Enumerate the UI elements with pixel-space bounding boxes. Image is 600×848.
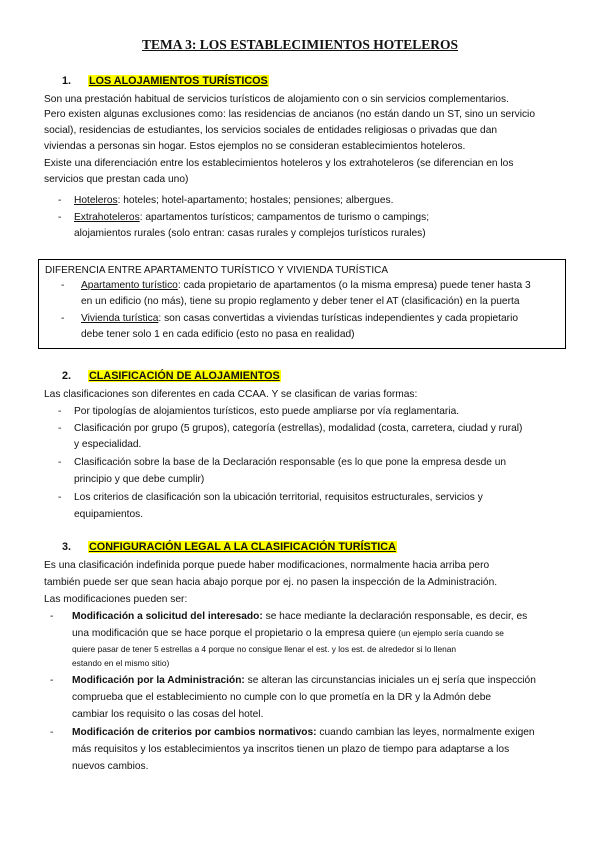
list-text: Clasificación sobre la base de la Declaración responsable (es lo que pone la empresa desde un — [74, 457, 507, 468]
section-2-heading — [62, 370, 281, 384]
s3-list-item-3-cont: más requisitos y los establecimientos ya inscritos tienen un plazo de tiempo para adaptarse a los — [72, 744, 510, 755]
box-text-line: en un edificio (no más), tiene su propio reglamento y deber tener el AT (clasificación) en la puerta — [81, 296, 520, 307]
s3-list-item-2-cont-2: cambiar los requisito o las cosas del hotel. — [72, 709, 264, 720]
s1-paragraph2-line-1: Existe una diferenciación entre los establecimientos hoteleros y los extrahoteleros (se diferencian en los — [44, 158, 514, 169]
bullet-dash: - — [58, 457, 62, 468]
list-text: una modificación que se hace porque el propietario o la empresa quiere — [72, 628, 396, 639]
s3-list-item-1-example-2: estando en el mismo sitio) — [72, 658, 170, 668]
term-extrahoteleros: Extrahoteleros — [74, 212, 140, 223]
list-text: Clasificación por grupo (5 grupos), categoría (estrellas), modalidad (costa, carretera, ciudad y rural) — [74, 423, 523, 434]
bullet-dash: - — [58, 195, 62, 206]
example-text: (un ejemplo sería cuando se — [395, 628, 504, 638]
bullet-dash: - — [61, 313, 65, 324]
s3-list-item-3-cont-2: nuevos cambios. — [72, 761, 149, 772]
s1-paragraph-line-2: Pero existen algunas exclusiones como: las residencias de ancianos (no están dando un ST, sino un servicio — [44, 109, 535, 120]
section-1-heading — [62, 75, 269, 89]
bullet-dash: - — [58, 423, 62, 434]
list-text: Los criterios de clasificación son la ubicación territorial, requisitos estructurales, servicios y — [74, 492, 483, 503]
list-text: : hoteles; hotel-apartamento; hostales; pensiones; albergues. — [117, 195, 394, 206]
bold-term: Modificación a solicitud del interesado: — [72, 611, 263, 622]
section-3-number: 3. — [62, 541, 72, 553]
section-3-title: CONFIGURACIÓN LEGAL A LA CLASIFICACIÓN TURÍSTICA — [89, 541, 396, 553]
section-2-number: 2. — [62, 370, 72, 382]
difference-box — [38, 259, 566, 349]
list-text: : apartamentos turísticos; campamentos de turismo o campings; — [139, 212, 430, 223]
section-2-title: CLASIFICACIÓN DE ALOJAMIENTOS — [89, 370, 280, 382]
s3-paragraph-line-3: Las modificaciones pueden ser: — [44, 594, 188, 605]
s1-paragraph2-line-2: servicios que prestan cada uno) — [44, 174, 189, 185]
bullet-dash: - — [50, 675, 54, 686]
list-text: principio y que debe cumplir) — [74, 474, 205, 485]
bold-term: Modificación por la Administración: — [72, 675, 245, 686]
bold-term: Modificación de criterios por cambios normativos: — [72, 727, 317, 738]
term-vivienda: Vivienda turística — [81, 313, 159, 324]
s2-intro: Las clasificaciones son diferentes en cada CCAA. Y se clasifican de varias formas: — [44, 389, 418, 400]
s1-paragraph-line-4: viviendas a personas sin hogar. Estos ejemplos no se consideran establecimientos hoteleros. — [44, 141, 466, 152]
term-apartamento: Apartamento turístico — [81, 280, 178, 291]
section-1-title: LOS ALOJAMIENTOS TURÍSTICOS — [89, 75, 268, 87]
list-text: equipamientos. — [74, 509, 144, 520]
box-heading: DIFERENCIA ENTRE APARTAMENTO TURÍSTICO Y VIVIENDA TURÍSTICA — [45, 265, 389, 276]
s3-list-item-1-cont — [72, 627, 562, 641]
list-text: Por tipologías de alojamientos turísticos, esto puede ampliarse por vía reglamentaria. — [74, 406, 460, 417]
box-text: : cada propietario de apartamentos (o la misma empresa) puede tener hasta 3 — [177, 280, 531, 291]
s1-paragraph-line-1: Son una prestación habitual de servicios turísticos de alojamiento con o sin servicios complementarios. — [44, 94, 509, 105]
bullet-dash: - — [61, 280, 65, 291]
s1-paragraph-line-3: social), residencias de estudiantes, los servicios sociales de entidades religiosas o privadas que dan — [44, 125, 498, 136]
section-3-heading — [62, 541, 397, 555]
list-text: alojamientos rurales (solo entran: casas rurales y complejos turísticos rurales) — [74, 228, 426, 239]
bullet-dash: - — [58, 406, 62, 417]
bullet-dash: - — [50, 727, 54, 738]
document-title: TEMA 3: LOS ESTABLECIMIENTOS HOTELEROS — [141, 37, 459, 52]
box-text-line: debe tener solo 1 en cada edificio (esto no pasa en realidad) — [81, 329, 355, 340]
s3-list-item-1-example: quiere pasar de tener 5 estrellas a 4 porque no consigue llenar el est. y los est. de alrededor si lo llenan — [72, 644, 457, 654]
bullet-dash: - — [50, 611, 54, 622]
bullet-dash: - — [58, 212, 62, 223]
list-text: cuando cambian las leyes, normalmente exigen — [316, 727, 535, 738]
s3-paragraph-line-1: Es una clasificación indefinida porque puede haber modificaciones, normalmente hacia arriba pero — [44, 560, 490, 571]
bullet-dash: - — [58, 492, 62, 503]
list-text: se alteran las circunstancias iniciales un ej sería que inspección — [244, 675, 536, 686]
s3-list-item-2-cont: comprueba que el establecimiento no cumple con lo que prometía en la DR y la Admón debe — [72, 692, 492, 703]
s3-paragraph-line-2: también puede ser que sean hacia abajo porque por ej. no pasen la inspección de la Administración. — [44, 577, 498, 588]
list-text: y especialidad. — [74, 439, 142, 450]
list-text: se hace mediante la declaración responsable, es decir, es — [262, 611, 528, 622]
section-1-number: 1. — [62, 75, 72, 87]
term-hoteleros: Hoteleros — [74, 195, 118, 206]
box-text: : son casas convertidas a viviendas turísticas independientes y cada propietario — [158, 313, 519, 324]
